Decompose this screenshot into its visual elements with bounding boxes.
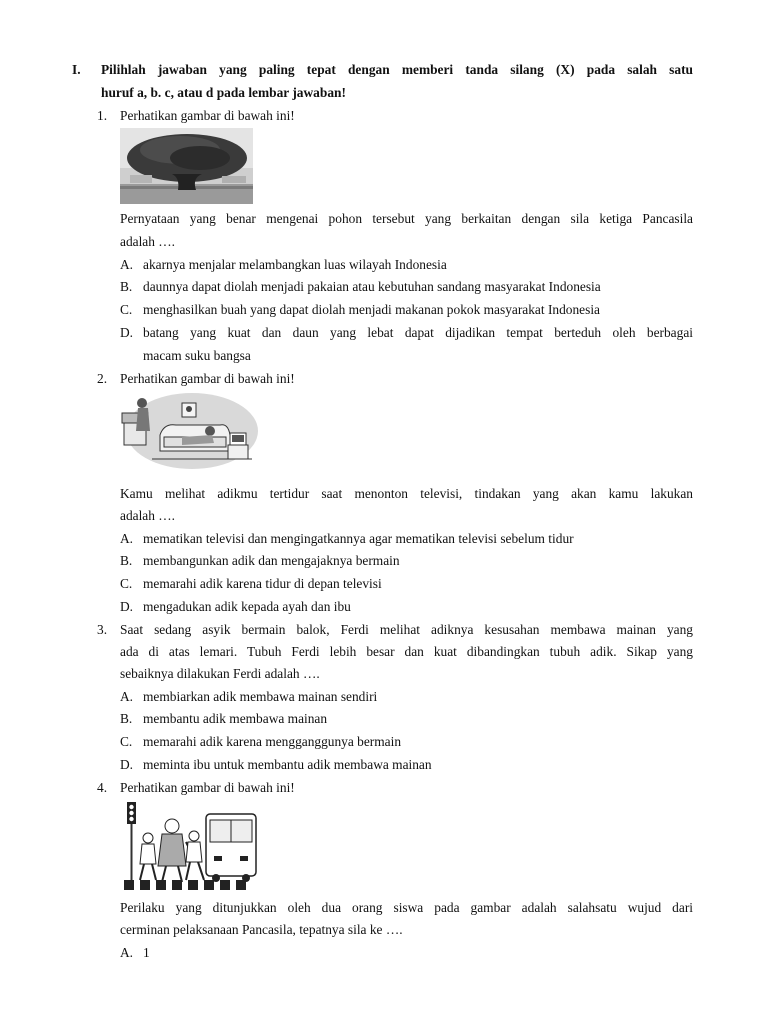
sleeping-child-tv-icon <box>120 391 258 477</box>
q1-stem-line1: Pernyataan yang benar mengenai pohon tersebut yang berkaitan dengan sila ketiga Pancasila <box>120 211 693 226</box>
q2-option-c-text: memarahi adik karena tidur di depan televisi <box>143 576 382 591</box>
q3-option-c-letter: C. <box>120 734 133 749</box>
q1-option-d-continuation: macam suku bangsa <box>143 348 251 363</box>
q2-option-d-letter: D. <box>120 599 134 614</box>
q3-option-a-text: membiarkan adik membawa mainan sendiri <box>143 689 378 704</box>
q2-option-a-letter: A. <box>120 531 134 546</box>
section-numeral: I. <box>72 62 81 77</box>
q1-option-d-text: batang yang kuat dan daun yang lebat dapat dijadikan tempat berteduh oleh berbagai <box>143 325 693 340</box>
q3-option-d-letter: D. <box>120 757 134 772</box>
q3-stem-line2: ada di atas lemari. Tubuh Ferdi lebih besar dan kuat dibandingkan tubuh adik. Sikap yang <box>120 644 693 659</box>
q2-option-a-text: mematikan televisi dan mengingatkannya agar mematikan televisi sebelum tidur <box>143 531 574 546</box>
q4-option-a-text: 1 <box>143 945 150 960</box>
q3-option-b-text: membantu adik membawa mainan <box>143 711 328 726</box>
q3-option-a-letter: A. <box>120 689 134 704</box>
q3-stem-line3: sebaiknya dilakukan Ferdi adalah …. <box>120 666 320 681</box>
q1-option-b-letter: B. <box>120 279 133 294</box>
q4-prompt: Perhatikan gambar di bawah ini! <box>120 780 295 795</box>
q1-option-b-text: daunnya dapat diolah menjadi pakaian atau kebutuhan sandang masyarakat Indonesia <box>143 279 601 294</box>
q4-option-a-letter: A. <box>120 945 134 960</box>
q1-prompt: Perhatikan gambar di bawah ini! <box>120 108 295 123</box>
q4-number: 4. <box>97 780 108 795</box>
q1-option-d-letter: D. <box>120 325 134 340</box>
q1-option-c-letter: C. <box>120 302 133 317</box>
q2-stem-line2: adalah …. <box>120 508 176 523</box>
q2-option-b-text: membangunkan adik dan mengajaknya bermain <box>143 553 400 568</box>
q3-number: 3. <box>97 622 108 637</box>
section-instruction-line2: huruf a, b. c, atau d pada lembar jawaban! <box>101 85 346 100</box>
q3-option-c-text: memarahi adik karena mengganggunya bermain <box>143 734 402 749</box>
q2-number: 2. <box>97 371 108 386</box>
q3-stem-line1: Saat sedang asyik bermain balok, Ferdi melihat adiknya kesusahan membawa mainan yang <box>120 622 693 637</box>
q4-stem-line1: Perilaku yang ditunjukkan oleh dua orang siswa pada gambar adalah salahsatu wujud dari <box>120 900 693 915</box>
crossing-street-icon <box>120 800 260 892</box>
q3-option-d-text: meminta ibu untuk membantu adik membawa mainan <box>143 757 432 772</box>
q1-number: 1. <box>97 108 108 123</box>
q2-option-b-letter: B. <box>120 553 133 568</box>
q1-option-a-letter: A. <box>120 257 134 272</box>
q4-stem-line2: cerminan pelaksanaan Pancasila, tepatnya sila ke …. <box>120 922 403 937</box>
q1-option-a-text: akarnya menjalar melambangkan luas wilayah Indonesia <box>143 257 447 272</box>
tree-photo-icon <box>120 128 253 204</box>
q2-prompt: Perhatikan gambar di bawah ini! <box>120 371 295 386</box>
q2-option-c-letter: C. <box>120 576 133 591</box>
q1-stem-line2: adalah …. <box>120 234 176 249</box>
section-instruction-line1: Pilihlah jawaban yang paling tepat dengan memberi tanda silang (X) pada salah satu <box>101 62 693 77</box>
q3-option-b-letter: B. <box>120 711 133 726</box>
q2-stem-line1: Kamu melihat adikmu tertidur saat menonton televisi, tindakan yang akan kamu lakukan <box>120 486 693 501</box>
q1-option-c-text: menghasilkan buah yang dapat diolah menjadi makanan pokok masyarakat Indonesia <box>143 302 601 317</box>
q2-option-d-text: mengadukan adik kepada ayah dan ibu <box>143 599 351 614</box>
